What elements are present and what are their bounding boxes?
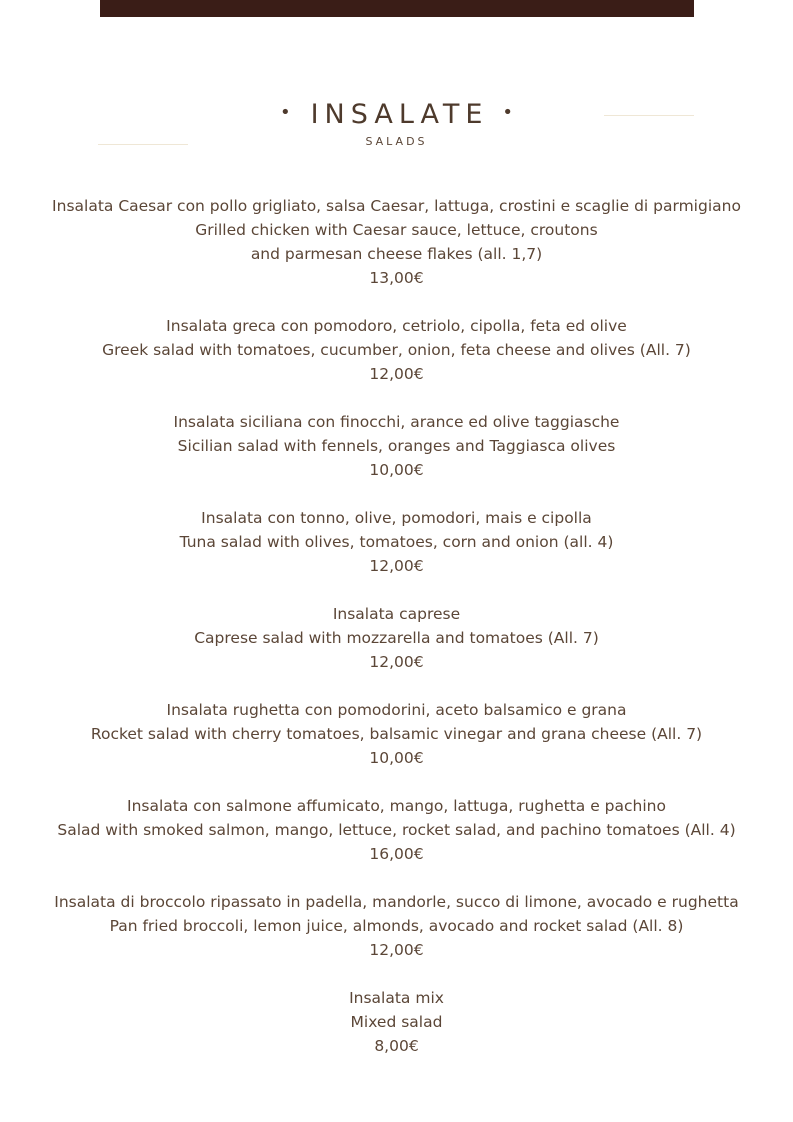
dish-name-italian: Insalata di broccolo ripassato in padella, mandorle, succo di limone, avocado e rughetta: [54, 893, 739, 911]
dish-description-line: Pan fried broccoli, lemon juice, almonds, avocado and rocket salad (All. 8): [109, 917, 684, 935]
dish-description-line: Rocket salad with cherry tomatoes, balsamic vinegar and grana cheese (All. 7): [90, 725, 703, 743]
dish-price: 10,00€: [369, 461, 424, 479]
dish-name-italian: Insalata siciliana con finocchi, arance ed olive taggiasche: [173, 413, 620, 431]
dish-name-italian: Insalata rughetta con pomodorini, aceto balsamico e grana: [166, 701, 627, 719]
menu-item: [0, 314, 793, 386]
dish-price: 12,00€: [369, 941, 424, 959]
dish-name-italian: Insalata mix: [349, 989, 444, 1007]
dish-name-italian: Insalata caprese: [332, 605, 461, 623]
dish-price: 8,00€: [374, 1037, 419, 1055]
dish-name-italian: Insalata con tonno, olive, pomodori, mais e cipolla: [201, 509, 592, 527]
menu-item: [0, 410, 793, 482]
menu-item: [0, 194, 793, 290]
bullet-right-icon: •: [502, 101, 514, 123]
dish-price: 12,00€: [369, 653, 424, 671]
menu-item: [0, 602, 793, 674]
dish-price: 10,00€: [369, 749, 424, 767]
dish-price: 12,00€: [369, 557, 424, 575]
bullet-left-icon: •: [279, 101, 291, 123]
menu-item: [0, 698, 793, 770]
dish-price: 16,00€: [369, 845, 424, 863]
top-banner-bar: [100, 0, 694, 17]
section-title: INSALATE: [310, 99, 489, 130]
dish-description-line: Tuna salad with olives, tomatoes, corn and onion (all. 4): [179, 533, 614, 551]
menu-item: [0, 986, 793, 1058]
dish-description-line: Salad with smoked salmon, mango, lettuce, rocket salad, and pachino tomatoes (All. 4): [57, 821, 736, 839]
dish-description-line: Mixed salad: [350, 1013, 443, 1031]
dish-name-italian: Insalata con salmone affumicato, mango, lattuga, rughetta e pachino: [127, 797, 666, 815]
dish-description-line: Greek salad with tomatoes, cucumber, onion, feta cheese and olives (All. 7): [102, 341, 691, 359]
menu-item: [0, 890, 793, 962]
dish-name-italian: Insalata Caesar con pollo grigliato, salsa Caesar, lattuga, crostini e scaglie di parmigiano: [52, 197, 741, 215]
dish-description-line: Sicilian salad with fennels, oranges and Taggiasca olives: [177, 437, 616, 455]
dish-description-line: and parmesan cheese flakes (all. 1,7): [250, 245, 543, 263]
dish-name-italian: Insalata greca con pomodoro, cetriolo, cipolla, feta ed olive: [166, 317, 627, 335]
section-subtitle: SALADS: [365, 135, 428, 148]
menu-item: [0, 506, 793, 578]
dish-description-line: Caprese salad with mozzarella and tomatoes (All. 7): [194, 629, 599, 647]
salad-menu-list: [0, 194, 793, 1082]
menu-item: [0, 794, 793, 866]
section-heading: [0, 97, 793, 134]
dish-description-line: Grilled chicken with Caesar sauce, lettuce, croutons: [195, 221, 598, 239]
dish-price: 13,00€: [369, 269, 424, 287]
dish-price: 12,00€: [369, 365, 424, 383]
